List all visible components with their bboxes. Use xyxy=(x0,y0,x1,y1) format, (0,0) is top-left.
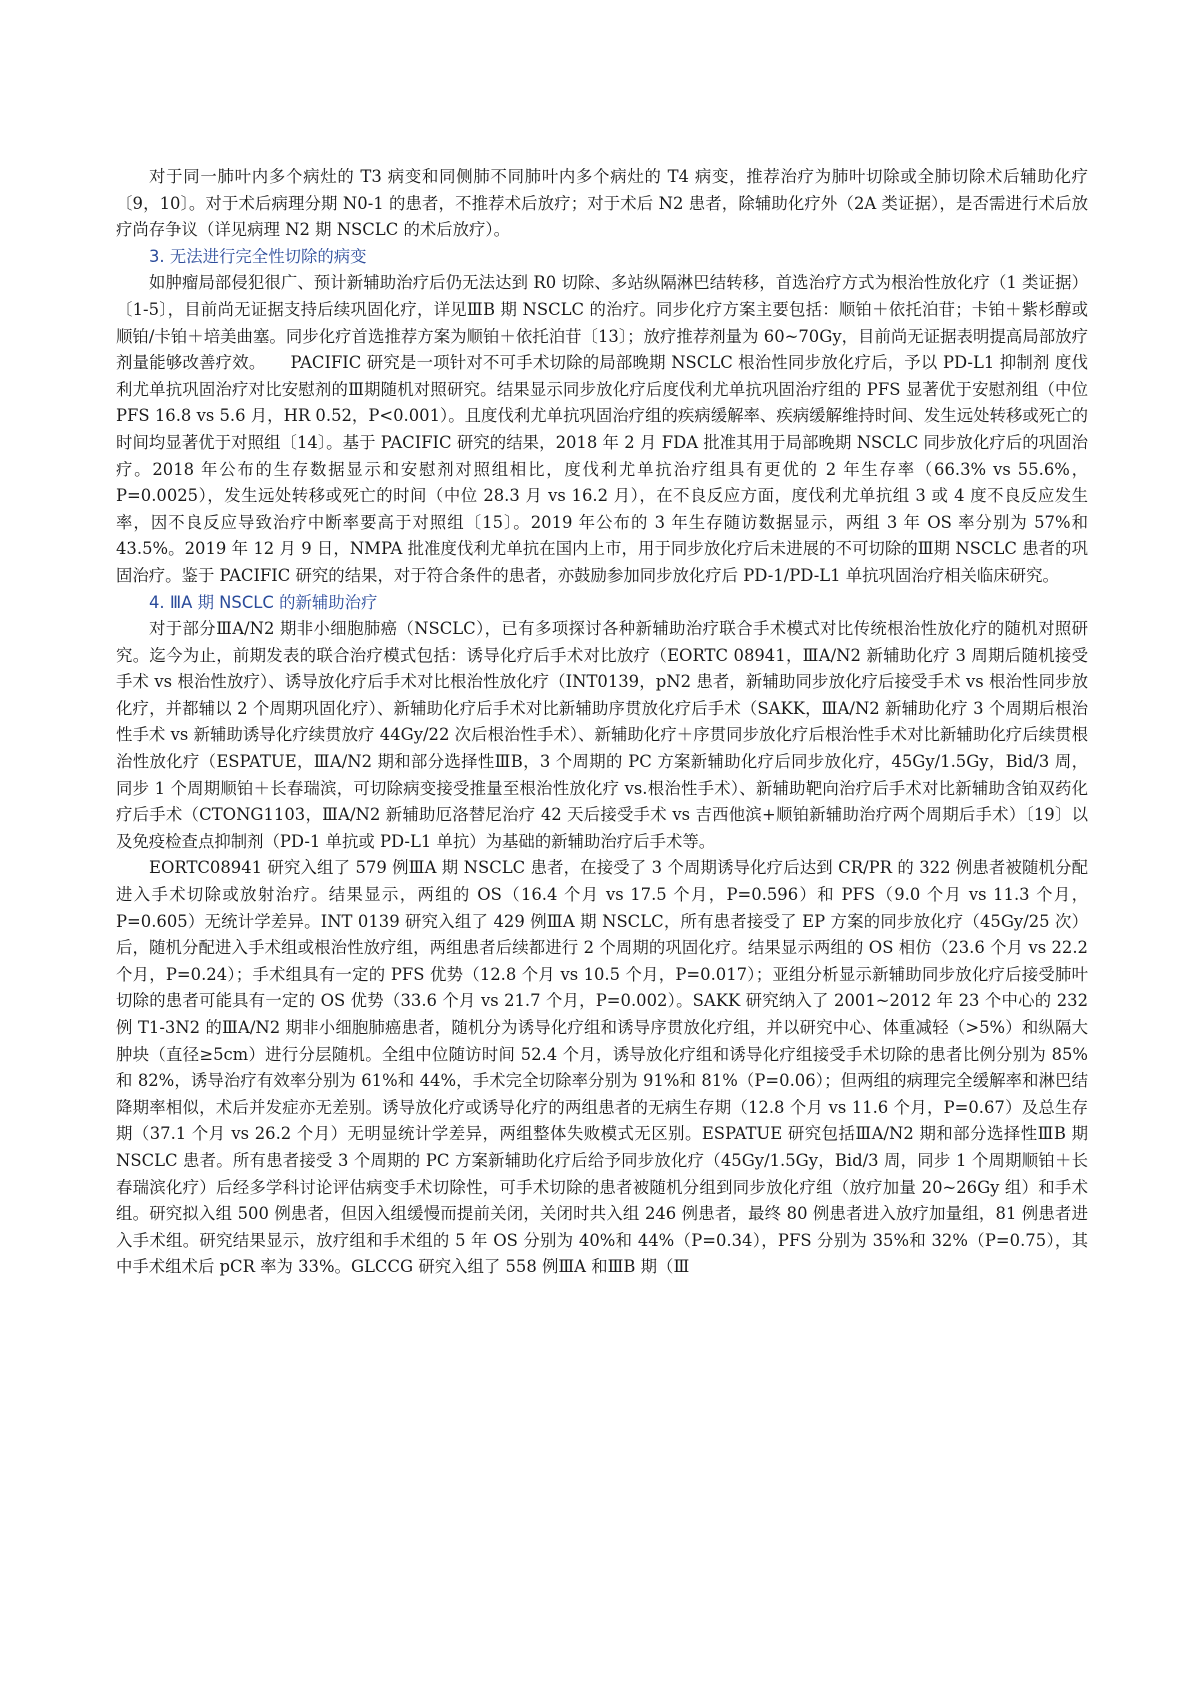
section-heading-neoadjuvant: 4. ⅢA 期 NSCLC 的新辅助治疗 xyxy=(149,592,378,612)
paragraph-unresectable-pacific: 如肿瘤局部侵犯很广、预计新辅助治疗后仍无法达到 R0 切除、多站纵隔淋巴结转移，首选治疗方式为根治性放化疗（1 类证据）〔1-5〕，目前尚无证据支持后续巩固化疗，详见ⅢB 期 NSCLC 的治疗。同步化疗方案主要包括：顺铂＋依托泊苷；卡铂＋紫杉醇或顺铂/卡铂＋培美曲塞。同步化疗首选推荐方案为顺铂＋依托泊苷〔13〕；放疗推荐剂量为 60~70Gy，目前尚无证据表明提高局部放疗剂量能够改善疗效。 PACIFIC 研究是一项针对不可手术切除的局部晚期 NSCLC 根治性同步放化疗后，予以 PD-L1 抑制剂 度伐利尤单抗巩固治疗对比安慰剂的Ⅲ期随机对照研究。结果显示同步放化疗后度伐利尤单抗巩固治疗组的 PFS 显著优于安慰剂组（中位 PFS 16.8 vs 5.6 月，HR 0.52，P<0.001）。且度伐利尤单抗巩固治疗组的疾病缓解率、疾病缓解维持时间、发生远处转移或死亡的时间均显著优于对照组〔14〕。基于 PACIFIC 研究的结果，2018 年 2 月 FDA 批准其用于局部晚期 NSCLC 同步放化疗后的巩固治疗。2018 年公布的生存数据显示和安慰剂对照组相比，度伐利尤单抗治疗组具有更优的 2 年生存率（66.3% vs 55.6%，P=0.0025），发生远处转移或死亡的时间（中位 28.3 月 vs 16.2 月），在不良反应方面，度伐利尤单抗组 3 或 4 度不良反应发生率，因不良反应导致治疗中断率要高于对照组〔15〕。2019 年公布的 3 年生存随访数据显示，两组 3 年 OS 率分别为 57%和 43.5%。2019 年 12 月 9 日，NMPA 批准度伐利尤单抗在国内上市，用于同步放化疗后未进展的不可切除的Ⅲ期 NSCLC 患者的巩固治疗。鉴于 PACIFIC 研究的结果，对于符合条件的患者，亦鼓励参加同步放化疗后 PD-1/PD-L1 单抗巩固治疗相关临床研究。 xyxy=(116,273,1088,585)
paragraph-t3-t4-lesions: 对于同一肺叶内多个病灶的 T3 病变和同侧肺不同肺叶内多个病灶的 T4 病变，推荐治疗为肺叶切除或全肺切除术后辅助化疗〔9，10〕。对于术后病理分期 N0-1 的患者，不推荐术后放疗；对于术后 N2 患者，除辅助化疗外（2A 类证据），是否需进行术后放疗尚存争议（详见病理 N2 期 NSCLC 的术后放疗）。 xyxy=(116,167,1088,240)
paragraph-trial-results: EORTC08941 研究入组了 579 例ⅢA 期 NSCLC 患者，在接受了 3 个周期诱导化疗后达到 CR/PR 的 322 例患者被随机分配进入手术切除或放射治疗。结果显示，两组的 OS（16.4 个月 vs 17.5 个月，P=0.596）和 PFS（9.0 个月 vs 11.3 个月，P=0.605）无统计学差异。INT 0139 研究入组了 429 例ⅢA 期 NSCLC，所有患者接受了 EP 方案的同步放化疗（45Gy/25 次）后，随机分配进入手术组或根治性放疗组，两组患者后续都进行 2 个周期的巩固化疗。结果显示两组的 OS 相仿（23.6 个月 vs 22.2 个月，P=0.24）；手术组具有一定的 PFS 优势（12.8 个月 vs 10.5 个月，P=0.017）；亚组分析显示新辅助同步放化疗后接受肺叶切除的患者可能具有一定的 OS 优势（33.6 个月 vs 21.7 个月，P=0.002）。SAKK 研究纳入了 2001~2012 年 23 个中心的 232 例 T1-3N2 的ⅢA/N2 期非小细胞肺癌患者，随机分为诱导化疗组和诱导序贯放化疗组，并以研究中心、体重减轻（>5%）和纵隔大肿块（直径≥5cm）进行分层随机。全组中位随访时间 52.4 个月，诱导放化疗组和诱导化疗组接受手术切除的患者比例分别为 85%和 82%，诱导治疗有效率分别为 61%和 44%，手术完全切除率分别为 91%和 81%（P=0.06）；但两组的病理完全缓解率和淋巴结降期率相似，术后并发症亦无差别。诱导放化疗或诱导化疗的两组患者的无病生存期（12.8 个月 vs 11.6 个月，P=0.67）及总生存期（37.1 个月 vs 26.2 个月）无明显统计学差异，两组整体失败模式无区别。ESPATUE 研究包括ⅢA/N2 期和部分选择性ⅢB 期 NSCLC 患者。所有患者接受 3 个周期的 PC 方案新辅助化疗后给予同步放化疗（45Gy/1.5Gy，Bid/3 周，同步 1 个周期顺铂＋长春瑞滨化疗）后经多学科讨论评估病变手术切除性，可手术切除的患者被随机分组到同步放化疗组（放疗加量 20~26Gy 组）和手术组。研究拟入组 500 例患者，但因入组缓慢而提前关闭，关闭时共入组 246 例患者，最终 80 例患者进入放疗加量组，81 例患者进入手术组。研究结果显示，放疗组和手术组的 5 年 OS 分别为 40%和 44%（P=0.34），PFS 分别为 35%和 32%（P=0.75），其中手术组术后 pCR 率为 33%。GLCCG 研究入组了 558 例ⅢA 和ⅢB 期（Ⅲ xyxy=(116,858,1088,1277)
paragraph-neoadjuvant-models: 对于部分ⅢA/N2 期非小细胞肺癌（NSCLC），已有多项探讨各种新辅助治疗联合手术模式对比传统根治性放化疗的随机对照研究。迄今为止，前期发表的联合治疗模式包括：诱导化疗后手术对比放疗（EORTC 08941，ⅢA/N2 新辅助化疗 3 周期后随机接受手术 vs 根治性放疗）、诱导放化疗后手术对比根治性放化疗（INT0139，pN2 患者，新辅助同步放化疗后接受手术 vs 根治性同步放化疗，并都辅以 2 个周期巩固化疗）、新辅助化疗后手术对比新辅助序贯放化疗后手术（SAKK，ⅢA/N2 新辅助化疗 3 个周期后根治性手术 vs 新辅助诱导化疗续贯放疗 44Gy/22 次后根治性手术）、新辅助化疗＋序贯同步放化疗后根治性手术对比新辅助化疗后续贯根治性放化疗（ESPATUE，ⅢA/N2 期和部分选择性ⅢB，3 个周期的 PC 方案新辅助化疗后同步放化疗，45Gy/1.5Gy，Bid/3 周，同步 1 个周期顺铂＋长春瑞滨，可切除病变接受推量至根治性放化疗 vs.根治性手术）、新辅助靶向治疗后手术对比新辅助含铂双药化疗后手术（CTONG1103，ⅢA/N2 新辅助厄洛替尼治疗 42 天后接受手术 vs 吉西他滨+顺铂新辅助治疗两个周期后手术）〔19〕以及免疫检查点抑制剂（PD-1 单抗或 PD-L1 单抗）为基础的新辅助治疗后手术等。 xyxy=(116,619,1088,851)
section-heading-unresectable: 3. 无法进行完全性切除的病变 xyxy=(149,246,367,266)
